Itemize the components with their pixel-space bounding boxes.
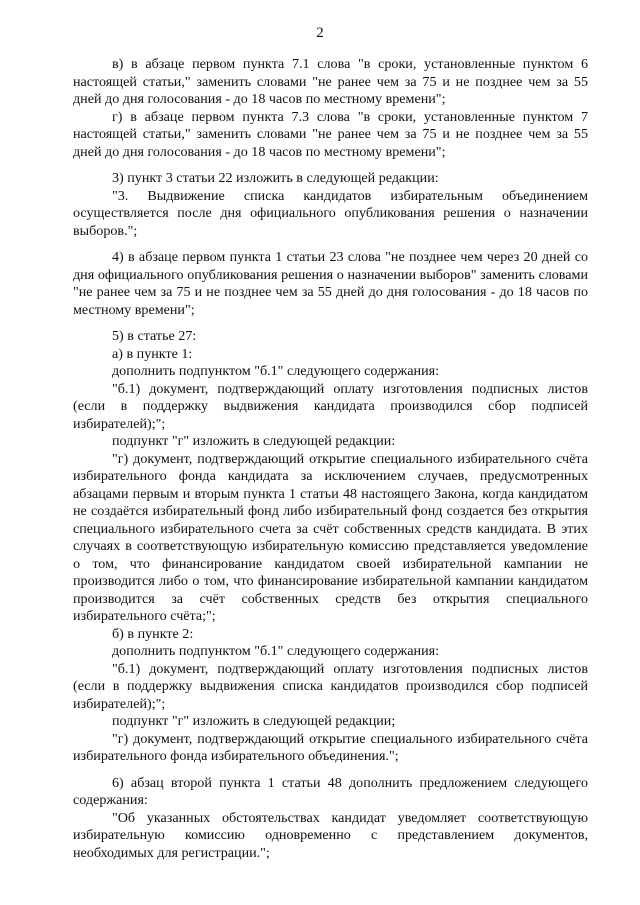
paragraph-g-candidate-text: "г) документ, подтверждающий открытие специального избирательного счёта избирательного фонда кандидата за исключением случаев, предусмотренных абзацами первым и вторым пункта 1 статьи 48 настоящего Закона, когда кандидатом не создаётся избирательный фонд либо избирательный фонд создается без открытия специального избирательного счета за счёт собственных средств кандидата. В этих случаях в соответствующую избирательную комиссию представляется уведомление о том, что финансирование кандидатом своей избирательной кампании не производится либо о том, что финансирование избирательной кампании кандидатом производится за счёт собственных средств без открытия специального избирательного счёта;"; xyxy=(73,450,588,624)
paragraph-g-intro: подпункт "г" изложить в следующей редакции: xyxy=(112,433,396,449)
paragraph-add-b1-intro: дополнить подпунктом "б.1" следующего содержания: xyxy=(112,363,440,379)
paragraph-article-27-heading: 5) в статье 27: xyxy=(112,328,197,344)
paragraph-article-48-amendment: 6) абзац второй пункта 1 статьи 48 дополнить предложением следующего содержания: xyxy=(73,774,588,808)
paragraph-add-b1-intro-2: дополнить подпунктом "б.1" следующего содержания: xyxy=(112,643,440,659)
paragraph-article-23-amendment: 4) в абзаце первом пункта 1 статьи 23 слова "не позднее чем через 20 дней со дня официального опубликования решения о назначении выборов" заменить словами "не ранее чем за 75 и не позднее чем за 55 дней до дня голосования - до 18 часов по местному времени"; xyxy=(73,249,588,318)
paragraph-article-22-text: "3. Выдвижение списка кандидатов избирательным объединением осуществляется после дня официального опубликования решения о назначении выборов."; xyxy=(73,187,588,239)
paragraph-article-48-text: "Об указанных обстоятельствах кандидат уведомляет соответствующую избирательную комиссию одновременно с представлением документов, необходимых для регистрации."; xyxy=(73,809,588,861)
paragraph-article-22-heading: 3) пункт 3 статьи 22 изложить в следующей редакции: xyxy=(112,170,439,186)
paragraph-b1-list-text: "б.1) документ, подтверждающий оплату изготовления подписных листов (если в поддержку выдвижения списка кандидатов производился сбор подписей избирателей);"; xyxy=(73,660,588,712)
document-body xyxy=(73,56,588,862)
paragraph-7-3-amendment: г) в абзаце первом пункта 7.3 слова "в сроки, установленные пунктом 7 настоящей статьи," заменить словами "не ранее чем за 75 и не позднее чем за 55 дней до дня голосования - до 18 часов по местному времени"; xyxy=(73,108,588,160)
paragraph-7-1-amendment: в) в абзаце первом пункта 7.1 слова "в сроки, установленные пунктом 6 настоящей статьи," заменить словами "не ранее чем за 75 и не позднее чем за 55 дней до дня голосования - до 18 часов по местному времени"; xyxy=(73,56,588,107)
page-number: 2 xyxy=(316,25,324,41)
paragraph-g-association-text: "г) документ, подтверждающий открытие специального избирательного счёта избирательного фонда избирательного объединения."; xyxy=(73,730,588,764)
paragraph-b1-candidate-text: "б.1) документ, подтверждающий оплату изготовления подписных листов (если в поддержку выдвижения кандидата производился сбор подписей избирателей);"; xyxy=(73,380,588,432)
paragraph-point-1-heading: а) в пункте 1: xyxy=(112,345,193,362)
paragraph-point-2-heading: б) в пункте 2: xyxy=(112,625,194,642)
paragraph-g-intro-2: подпункт "г" изложить в следующей редакции; xyxy=(112,713,396,729)
